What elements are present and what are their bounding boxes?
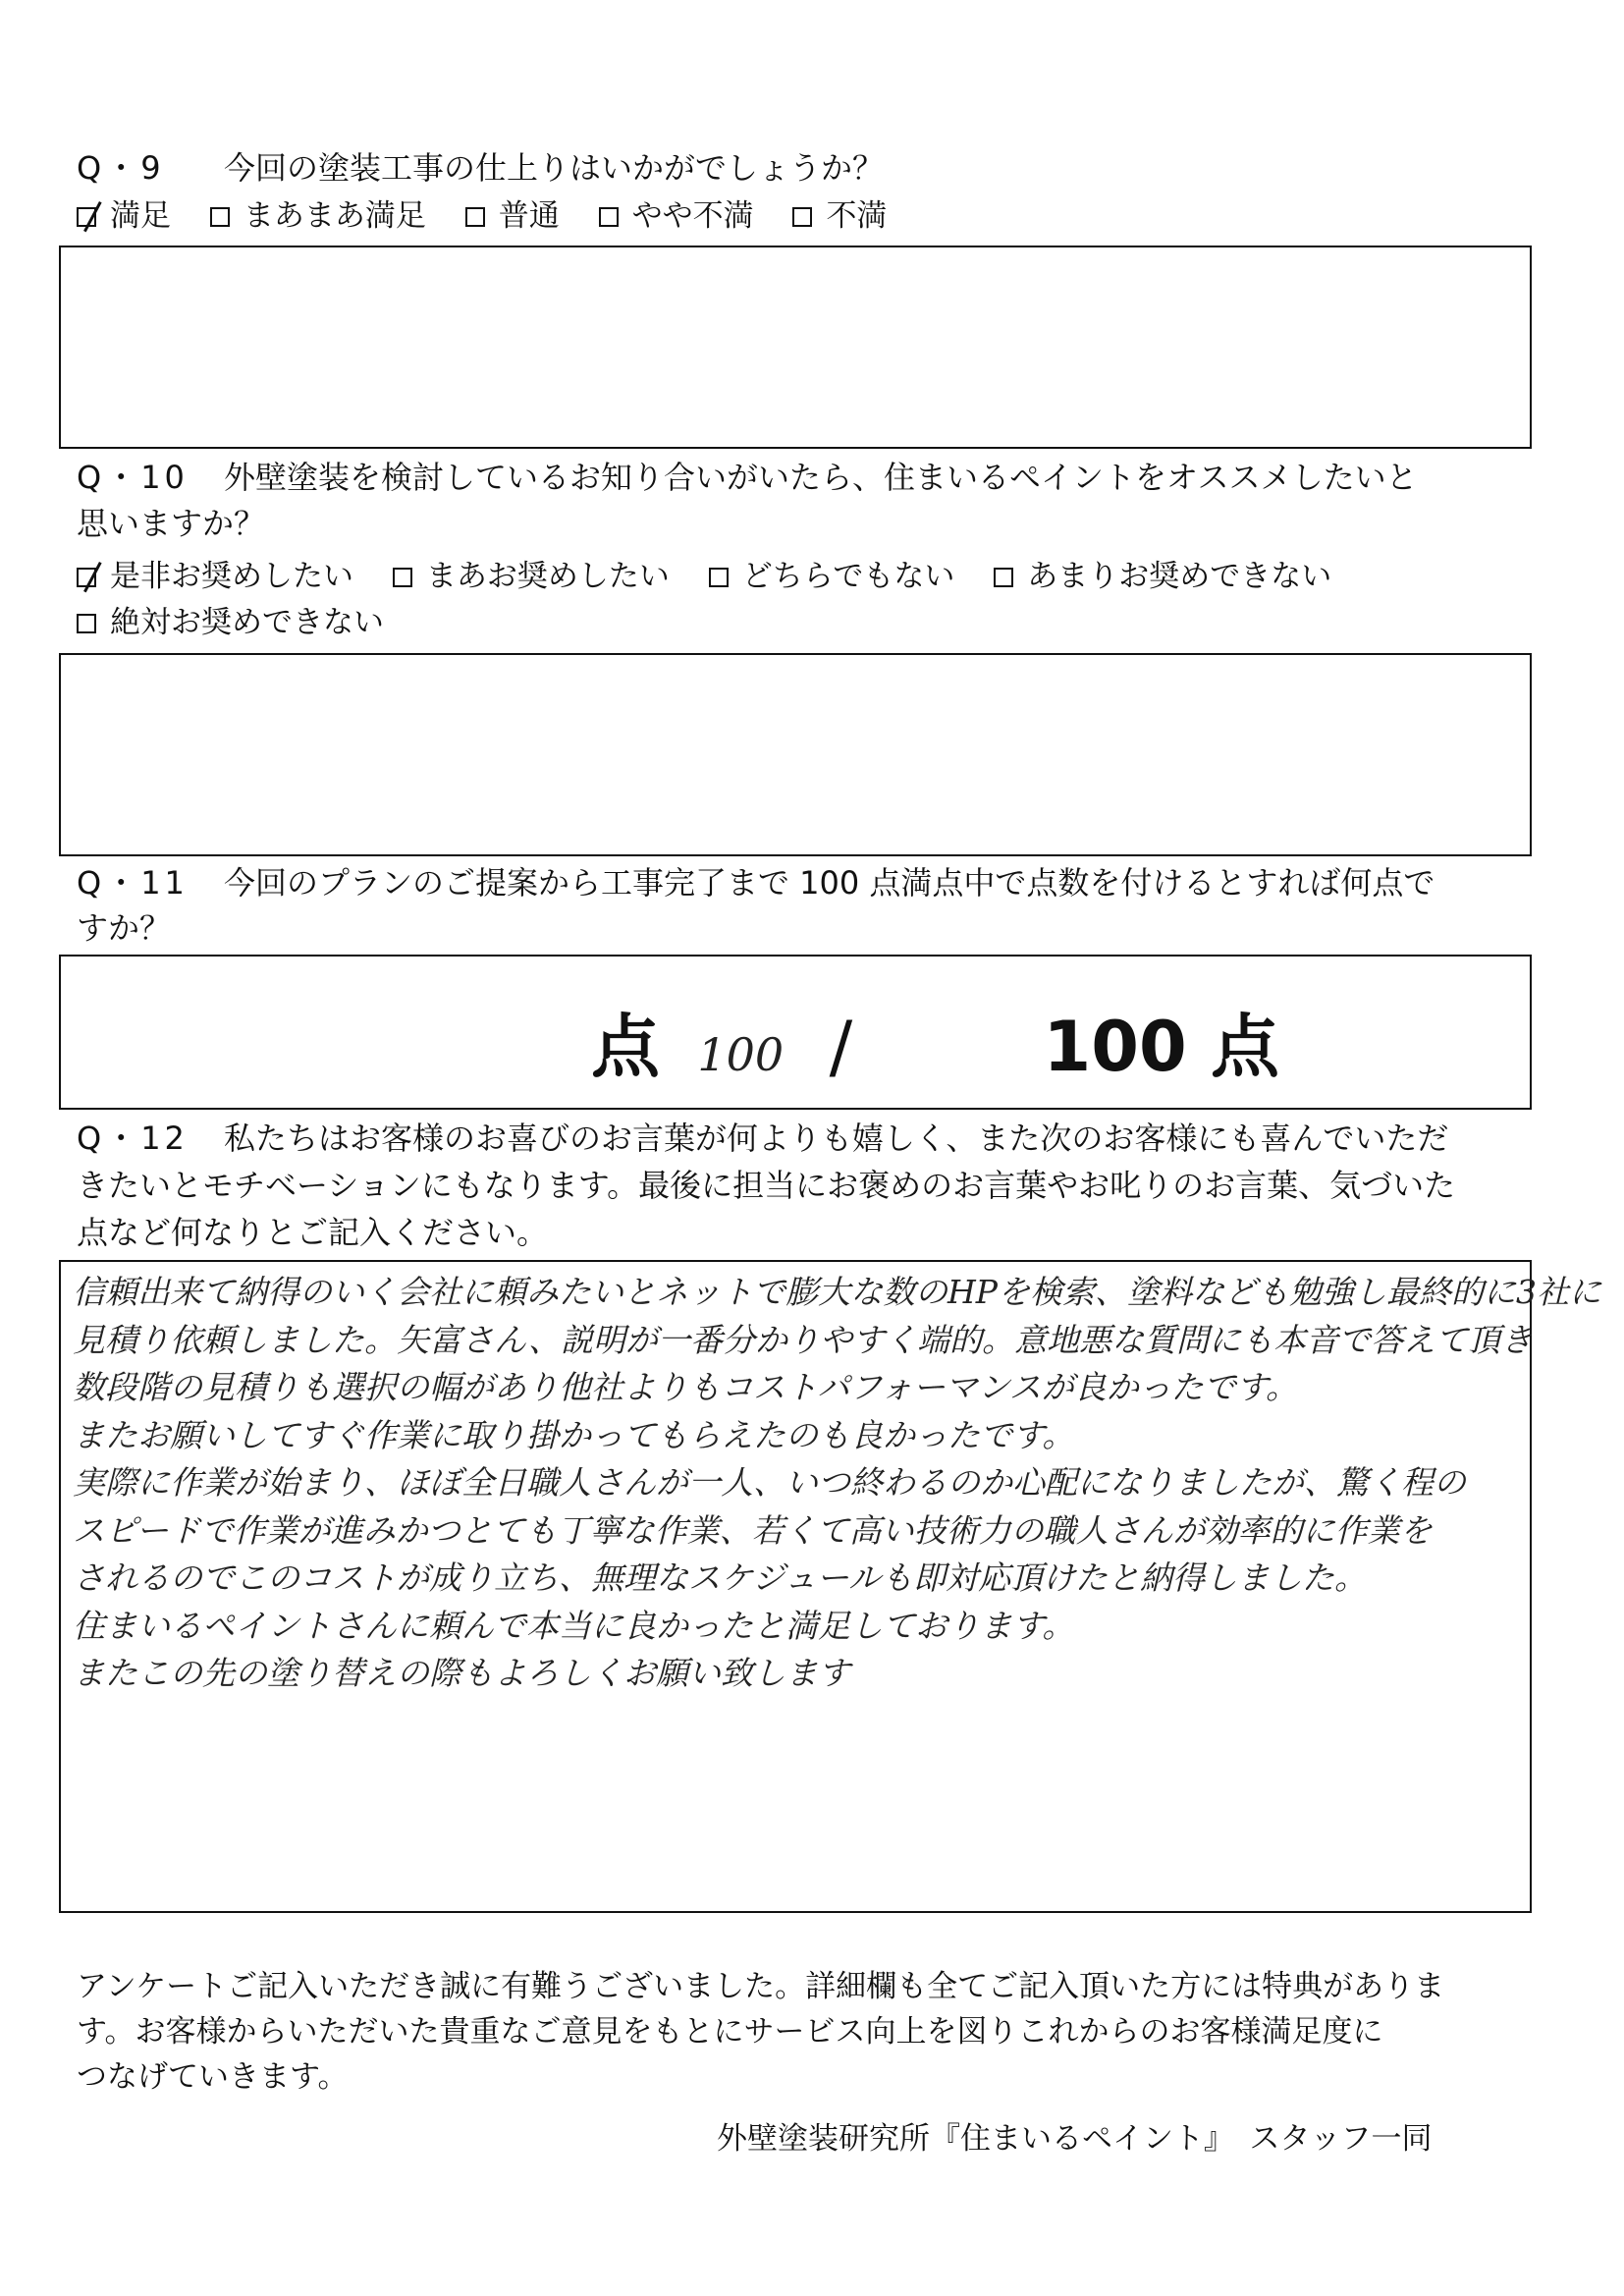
- q12-question: [77, 1116, 1448, 1161]
- option-label: やや不満: [631, 198, 754, 234]
- q10-text-line2: 思いますか？: [77, 505, 266, 542]
- q10-options-row1: [77, 555, 1361, 598]
- q12-number: Q・12: [77, 1120, 189, 1157]
- q9-options: [77, 194, 916, 238]
- option-label: まあまあ満足: [243, 198, 426, 234]
- q9-comment-box[interactable]: [59, 246, 1532, 449]
- checkbox[interactable]: [792, 207, 812, 227]
- answer-line: されるのでこのコストが成り立ち、無理なスケジュールも即対応頂けたと納得しました。: [73, 1558, 1368, 1597]
- q9-option-satisfied[interactable]: [77, 194, 171, 238]
- answer-line: 実際に作業が始まり、ほぼ全日職人さんが一人、いつ終わるのか心配になりましたが、驚く程の: [73, 1463, 1466, 1502]
- footer-signature: 外壁塗装研究所『住まいるペイント』 スタッフ一同: [717, 2121, 1433, 2157]
- q10-option-never[interactable]: [77, 601, 384, 644]
- q11-question: [77, 860, 1435, 905]
- answer-line: 見積り依頼しました。矢富さん、説明が一番分かりやすく端的。意地悪な質問にも本音で答えて頂き: [73, 1320, 1533, 1359]
- q10-option-not-really[interactable]: [994, 555, 1331, 598]
- handwritten-answer: [73, 1269, 1601, 1698]
- checkbox[interactable]: [77, 614, 96, 633]
- q12-text-line1: 私たちはお客様のお喜びのお言葉が何よりも嬉しく、また次のお客様にも喜んでいただ: [224, 1120, 1449, 1157]
- q12-question-line3: [77, 1210, 548, 1255]
- q12-question-line2: [77, 1163, 1455, 1208]
- score-unit: 点: [1211, 1007, 1280, 1087]
- checkbox-checked[interactable]: [77, 568, 96, 587]
- checkbox[interactable]: [210, 207, 230, 227]
- q12-text-line2: きたいとモチベーションにもなります。最後に担当にお褒めのお言葉やお叱りのお言葉、気づいた: [77, 1167, 1456, 1204]
- q9-number: Q・9: [77, 149, 165, 187]
- q10-comment-box[interactable]: [59, 653, 1532, 856]
- q10-options-row2: [77, 601, 413, 644]
- q11-text-line2: すか？: [77, 909, 172, 947]
- q9-option-normal[interactable]: [465, 194, 560, 238]
- option-label: 絶対お奨めできない: [110, 605, 384, 640]
- score-handwritten: 100: [697, 1028, 785, 1081]
- footer-line3: つなげていきます。: [77, 2059, 349, 2095]
- option-label: 是非お奨めしたい: [110, 559, 353, 594]
- option-label: どちらでもない: [741, 559, 955, 594]
- q10-question: [77, 455, 1418, 500]
- score-separator: /: [829, 1007, 853, 1087]
- checkbox[interactable]: [393, 568, 412, 587]
- q12-answer-box[interactable]: [59, 1260, 1601, 1913]
- checkbox[interactable]: [465, 207, 485, 227]
- q11-number: Q・11: [77, 864, 189, 902]
- answer-line: 住まいるペイントさんに頼んで本当に良かったと満足しております。: [73, 1606, 1075, 1645]
- answer-line: 信頼出来て納得のいく会社に頼みたいとネットで膨大な数のHPを検索、塗料なども勉強し最終的に3社に: [73, 1273, 1601, 1311]
- footer-line1: アンケートご記入いただき誠に有難うございました。詳細欄も全てご記入頂いた方には特典がありま: [77, 1969, 1445, 2004]
- q9-option-somewhat-dissatisfied[interactable]: [599, 194, 754, 238]
- q12-text-line3: 点など何なりとご記入ください。: [77, 1214, 549, 1251]
- q11-question-line2: [77, 905, 171, 951]
- q10-number: Q・10: [77, 459, 189, 496]
- answer-line: またお願いしてすぐ作業に取り掛かってもらえたのも良かったです。: [73, 1415, 1075, 1454]
- footer-line2: す。お客様からいただいた貴重なご意見をもとにサービス向上を図りこれからのお客様満足度に: [77, 2014, 1383, 2050]
- q9-text: 今回の塗装工事の仕上りはいかがでしょうか？: [224, 149, 885, 187]
- option-label: 不満: [826, 198, 888, 234]
- q10-option-definitely[interactable]: [77, 555, 353, 598]
- option-label: まあお奨めしたい: [425, 559, 670, 594]
- answer-line: 数段階の見積りも選択の幅があり他社よりもコストパフォーマンスが良かったです。: [73, 1368, 1299, 1406]
- q10-question-line2: [77, 501, 265, 546]
- checkbox[interactable]: [994, 568, 1013, 587]
- q9-option-dissatisfied[interactable]: [792, 194, 887, 238]
- q11-score-box[interactable]: [59, 955, 1532, 1110]
- q11-text-line1: 今回のプランのご提案から工事完了まで 100 点満点中で点数を付けるとすれば何点で: [224, 864, 1435, 902]
- q10-option-neutral[interactable]: [709, 555, 955, 598]
- option-label: 普通: [498, 198, 560, 234]
- checkbox-checked[interactable]: [77, 207, 96, 227]
- q10-option-somewhat[interactable]: [393, 555, 670, 598]
- answer-line: スピードで作業が進みかつとても丁寧な作業、若くて高い技術力の職人さんが効率的に作業を: [73, 1510, 1433, 1550]
- score-max: 100: [1043, 1007, 1187, 1087]
- option-label: 満足: [110, 198, 171, 234]
- answer-line: またこの先の塗り替えの際もよろしくお願い致します: [73, 1654, 850, 1692]
- option-label: あまりお奨めできない: [1027, 559, 1332, 594]
- checkbox[interactable]: [709, 568, 729, 587]
- score-prefix: 点: [591, 1007, 660, 1087]
- checkbox[interactable]: [599, 207, 619, 227]
- score-row: [591, 992, 1279, 1091]
- q9-question: [77, 145, 884, 191]
- q9-option-fairly-satisfied[interactable]: [210, 194, 426, 238]
- q10-text-line1: 外壁塗装を検討しているお知り合いがいたら、住まいるペイントをオススメしたいと: [224, 459, 1418, 496]
